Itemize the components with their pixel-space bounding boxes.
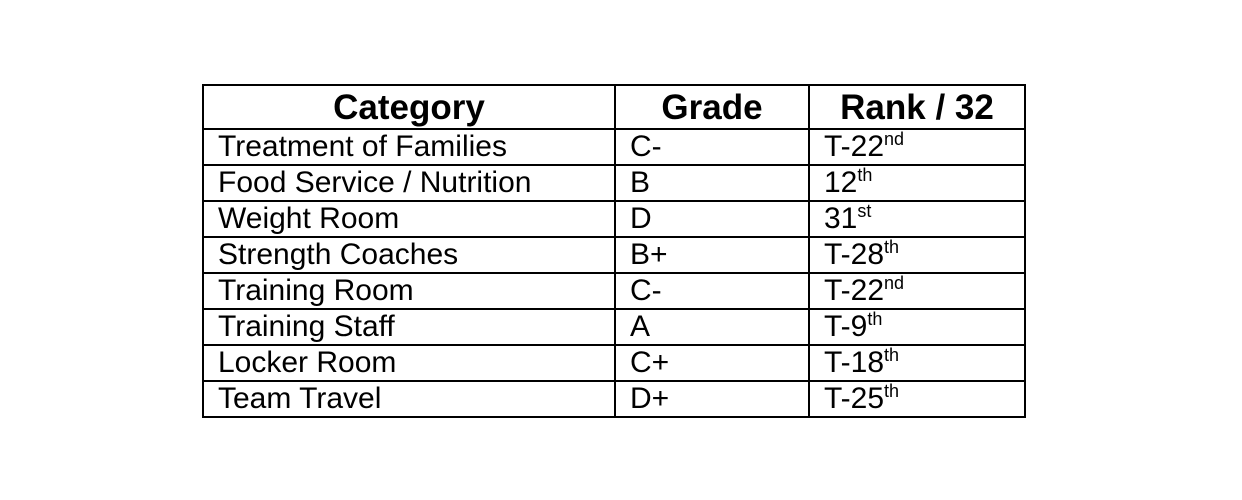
rank-value: T-22 bbox=[824, 130, 885, 163]
rank-value: T-28 bbox=[824, 238, 885, 271]
header-row bbox=[203, 85, 1025, 129]
header-grade: Grade bbox=[615, 85, 809, 129]
rank-value: 12 bbox=[824, 166, 858, 199]
header-rank: Rank / 32 bbox=[809, 85, 1025, 129]
rank-suffix: nd bbox=[884, 273, 905, 293]
table-row bbox=[203, 165, 1025, 201]
rank-suffix: nd bbox=[884, 129, 905, 149]
rank-suffix: th bbox=[884, 237, 900, 257]
grade-cell: B bbox=[615, 165, 809, 201]
grade-cell: C- bbox=[615, 129, 809, 165]
rank-cell bbox=[809, 273, 1025, 309]
grade-cell: C+ bbox=[615, 345, 809, 381]
rank-cell bbox=[809, 345, 1025, 381]
rank-cell bbox=[809, 237, 1025, 273]
rank-cell bbox=[809, 165, 1025, 201]
rank-value: T-22 bbox=[824, 274, 885, 307]
rank-value: T-25 bbox=[824, 382, 885, 415]
table-row bbox=[203, 201, 1025, 237]
table-row bbox=[203, 309, 1025, 345]
grade-cell: C- bbox=[615, 273, 809, 309]
category-cell: Training Staff bbox=[203, 309, 615, 345]
table-row bbox=[203, 345, 1025, 381]
category-cell: Strength Coaches bbox=[203, 237, 615, 273]
table-row bbox=[203, 129, 1025, 165]
table-row bbox=[203, 237, 1025, 273]
category-cell: Treatment of Families bbox=[203, 129, 615, 165]
table-row bbox=[203, 273, 1025, 309]
rank-suffix: th bbox=[867, 309, 883, 329]
category-cell: Team Travel bbox=[203, 381, 615, 417]
rank-cell bbox=[809, 309, 1025, 345]
rank-suffix: th bbox=[884, 381, 900, 401]
grade-cell: D bbox=[615, 201, 809, 237]
rank-cell bbox=[809, 381, 1025, 417]
rank-suffix: th bbox=[884, 345, 900, 365]
category-cell: Training Room bbox=[203, 273, 615, 309]
rank-value: T-9 bbox=[824, 310, 868, 343]
grades-table bbox=[202, 84, 1026, 418]
rank-value: T-18 bbox=[824, 346, 885, 379]
grade-cell: A bbox=[615, 309, 809, 345]
category-cell: Locker Room bbox=[203, 345, 615, 381]
header-category: Category bbox=[203, 85, 615, 129]
grade-cell: D+ bbox=[615, 381, 809, 417]
rank-suffix: th bbox=[857, 165, 873, 185]
rank-suffix: st bbox=[857, 201, 872, 221]
category-cell: Food Service / Nutrition bbox=[203, 165, 615, 201]
category-cell: Weight Room bbox=[203, 201, 615, 237]
rank-cell bbox=[809, 201, 1025, 237]
rank-value: 31 bbox=[824, 202, 858, 235]
grade-cell: B+ bbox=[615, 237, 809, 273]
table-row bbox=[203, 381, 1025, 417]
rank-cell bbox=[809, 129, 1025, 165]
